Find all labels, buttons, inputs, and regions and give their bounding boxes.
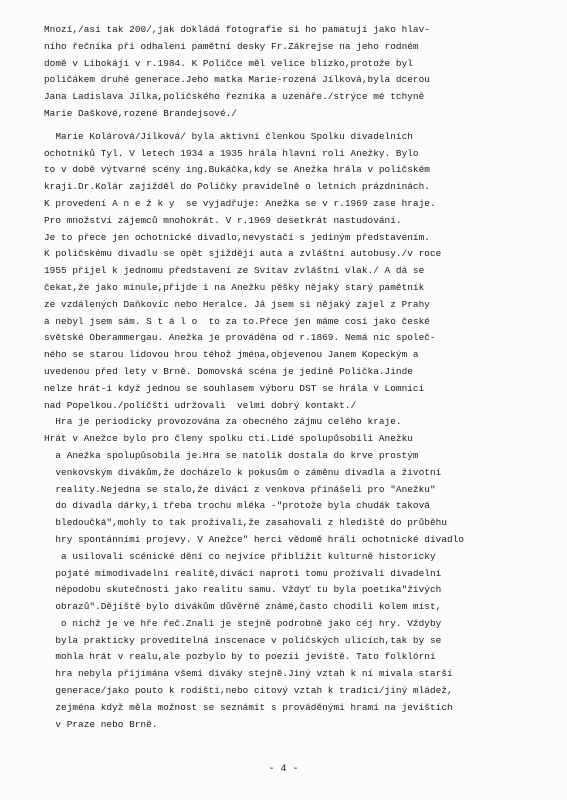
text-line: nad Popelkou./poličští udržovali velmi dobrý kontakt./ [44, 399, 357, 411]
text-line: Mnozí,/asi tak 200/,jak dokládá fotografie si ho pamatují jako hlav- [44, 24, 430, 35]
text-line: do divadla dárky,i třeba trochu mléka -"protože byla chudák taková [44, 500, 430, 512]
text-line: uvedenou před lety v Brně. Domovská scéna je jedině Polička.Jinde [44, 365, 413, 377]
text-line: zejména když měla možnost se seznámit s prováděnými hrami na jevištích [44, 701, 453, 713]
text-line: generace/jako pouto k rodišti,nebo citový vztah k tradici/jiný mládež, [44, 685, 453, 697]
text-line: venkovským divákům,že docházelo k pokusům o záměnu divadla a životní [44, 466, 442, 478]
text-line: Hrát v Anežce bylo pro členy spolku ctí.Lidé spolupůsobili Anežku [44, 433, 413, 445]
page-number: - 4 - [268, 764, 299, 775]
text-line: bledoučká",mohly to tak prožívali,že zasahovali z hlediště do průběhu [44, 517, 447, 529]
text-line: K poličskému divadlu se opět sjíždějí auta a zvláštní autobusy./v roce [44, 248, 442, 260]
text-line: v Praze nebo Brně. [44, 718, 158, 730]
text-line: pojaté mimodivadelní realitě,diváci naproti tomu prožívali divadelní [44, 567, 442, 579]
text-line: ného se starou lidovou hrou téhož jména,objevenou Janem Kopeckým a [44, 349, 419, 361]
text-line: mohla hrát v realu,ale pozbylo by to poezii jeviště. Tato folklórní [44, 651, 436, 663]
text-line: hry spontánními projevy. V Anežce" herci vědomě hráli ochotnické divadlo [44, 533, 465, 545]
text-line: Pro množství zájemců mnohokrát. V r.1969 desetkrát nastudování. [44, 214, 402, 226]
text-line: Marie Daškové,rozené Brandejsové./ [44, 107, 237, 119]
page-body [44, 22, 559, 733]
text-line: to v době výtvarné scény ing.Bukáčka,kdy se Anežka hrála v poličském [44, 164, 430, 176]
text-line: Hra je periodicky provozována za obecného zájmu celého kraje. [44, 416, 402, 428]
text-line: ze vzdálených Daňkovic nebo Heralce. Já jsem si nějaký zajel z Prahy [44, 298, 430, 310]
text-line: a Anežka spolupůsobila je.Hra se natolik dostala do krve prostým [44, 449, 419, 461]
text-line: Jana Ladislava Jílka,poličského řezníka a uzenáře./strýce mé tchyně [44, 91, 425, 103]
text-line: poličákem druhé generace.Jeho matka Marie-rozená Jílková,byla dcerou [44, 74, 430, 86]
text-line: K provedení A n e ž k y se vyjadřuje: Anežka se v r.1969 zase hraje. [44, 197, 436, 209]
text-line: obrazů".Dějiště bylo divákům důvěrně známé,často chodili kolem míst, [44, 601, 442, 613]
text-line: 1955 přijel k jednomu představení ze Svitav zvláštní vlak./ A dá se [44, 265, 425, 277]
text-line: hra nebyla přijímána všemi diváky stejně.Jiný vztah k ní mívala starší [44, 668, 453, 680]
text-line: a usilovali scénické dění co nejvíce přiblížit kulturně historicky [44, 550, 436, 562]
paragraph-3 [44, 414, 559, 733]
text-line: nelze hrát-i když jednou se souhlasem výboru DST se hrála v Lomnici [44, 382, 425, 394]
text-line: Je to přece jen ochotnické divadlo,nevystačí s jediným představením. [44, 231, 430, 243]
text-line: o nichž je ve hře řeč.Znali je stejně podrobně jako céj hry. Vždyby [44, 617, 442, 629]
text-line: kraji.Dr.Kolár zajížděl do Poličky pravidelně o letních prázdninách. [44, 181, 430, 193]
text-line: a nebyl jsem sám. S t á l o to za to.Přece jen máme cosi jako české [44, 315, 430, 327]
text-line: népodobu skutečnosti jako realitu samu. Vždyť tu byla poetika"živých [44, 584, 442, 596]
paragraph-2 [44, 129, 559, 415]
text-line: ního řečníka při odhalení pamětní desky Fr.Zákrejse na jeho rodném [44, 40, 419, 52]
text-line: čekat,že jako minule,přijde i na Anežku pěšky nějaký starý pamětník [44, 281, 425, 293]
paragraph-1 [44, 22, 559, 123]
text-line: ochotníků Tyl. V letech 1934 a 1935 hrála hlavní roli Anežky. Bylo [44, 147, 419, 159]
text-line: domě v Libokáji v r.1984. K Poličce měl velice blízko,protože byl [44, 57, 413, 69]
text-line: reality.Nejedna se stalo,že diváci z venkova přinášeli pro "Anežku" [44, 483, 436, 495]
text-line: byla prakticky proveditelná inscenace v poličských ulicích,tak by se [44, 634, 442, 646]
text-line: světské Oberammergau. Anežka je prováděna od r.1869. Nemá nic společ- [44, 332, 436, 344]
text-line: Marie Kolárová/Jílková/ byla aktivní členkou Spolku divadelních [44, 130, 413, 142]
